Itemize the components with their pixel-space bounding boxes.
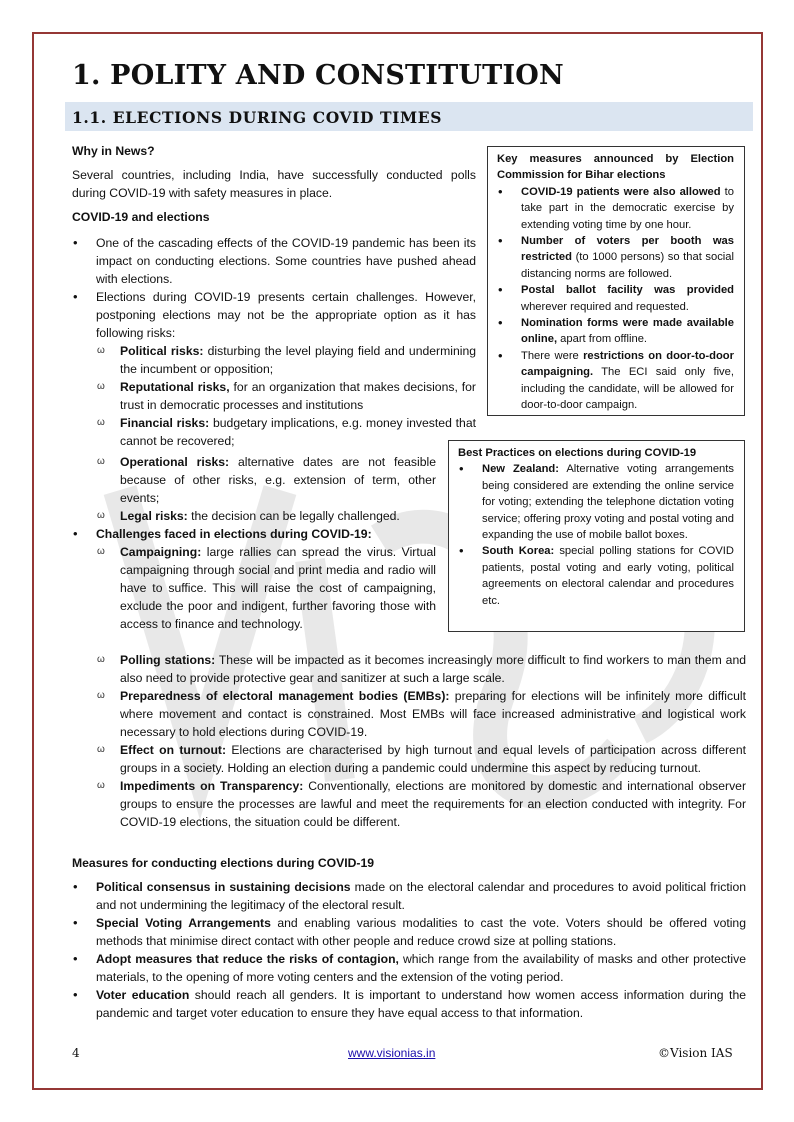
list-item — [497, 315, 734, 348]
item-text: and enabling various modalities to cast the vote. Voters should be offered voting methods that minimise direct contact with other people and reduce crowd size at polling stations. — [96, 916, 746, 948]
list-item — [458, 543, 734, 609]
why-in-news-heading: Why in News? — [72, 144, 155, 158]
challenges-continued — [96, 651, 746, 831]
key-measures-box — [487, 146, 745, 416]
challenge-text: Conventionally, elections are monitored by domestic and international observer groups to ensure the processes are lawful and meet the requirements for an election conducted with integrity. For COVID-19 elections, the situation could be different. — [120, 779, 747, 829]
list-item — [72, 288, 476, 450]
item-bold: Adopt measures that reduce the risks of contagion, — [96, 952, 399, 966]
covid-elections-list — [72, 234, 476, 450]
list-item — [497, 184, 734, 233]
challenge-label: Campaigning: — [120, 545, 202, 559]
risk-item — [96, 453, 436, 507]
risk-label: Financial risks: — [120, 416, 210, 430]
country-label: New Zealand: — [482, 463, 559, 476]
risk-label: Political risks: — [120, 344, 204, 358]
challenge-sublist-continued — [96, 651, 746, 831]
item-text: to take part in the democratic exercise by extending voting time by one hour. — [521, 185, 734, 231]
item-bold: Special Voting Arrangements — [96, 916, 271, 930]
challenge-text: These will be impacted as it becomes increasingly more difficult to find workers to man them and also need to provide protective gear and sanitizer at such a large scale. — [120, 653, 746, 685]
key-measures-heading: Key measures announced by Election Commission for Bihar elections — [497, 153, 734, 182]
item-text: should reach all genders. It is important to understand how women access information during the pandemic and target voter education to ensure they have equal access to that information. — [96, 988, 746, 1020]
item-text: Alternative voting arrangements being considered are extending the online service for voting; extending the telephone dictation voting service; offering proxy voting and postal voting and expanding the use of mobile ballot boxes. — [482, 463, 734, 542]
list-item — [72, 950, 746, 986]
item-text: The ECI said only five, including the candidate, will be allowed for door-to-door campaign. — [521, 366, 734, 412]
section-title: 1.1. ELECTIONS DURING COVID TIMES — [72, 108, 442, 127]
risk-item — [96, 414, 476, 450]
challenge-label: Impediments on Transparency: — [120, 779, 304, 793]
risk-label: Reputational risks, — [120, 380, 230, 394]
measures-list — [72, 878, 746, 1022]
item-bold: Postal ballot facility was provided — [521, 284, 734, 297]
risk-text: alternative dates are not feasible because of other risks, e.g. extension of term, other events; — [120, 455, 436, 505]
list-item — [497, 282, 734, 315]
country-label: South Korea: — [482, 545, 555, 558]
challenge-item — [96, 741, 746, 777]
challenges-list — [72, 525, 436, 633]
list-item — [497, 348, 734, 414]
risks-list — [96, 342, 476, 450]
list-item — [72, 986, 746, 1022]
website-link[interactable]: www.visionias.in — [348, 1046, 436, 1060]
challenge-label: Polling stations: — [120, 653, 216, 667]
risk-item — [96, 507, 436, 525]
chapter-title: 1. POLITY AND CONSTITUTION — [72, 60, 564, 91]
challenge-text: Elections are characterised by high turnout and equal levels of participation across different groups in a society. Holding an election during a pandemic could undermine this aspect by reducing turnout. — [120, 743, 746, 775]
covid-elections-heading: COVID-19 and elections — [72, 210, 210, 224]
key-measures-list — [497, 184, 734, 414]
item-text: (to 1000 persons) so that social distancing norms are followed. — [521, 251, 734, 280]
risk-text: budgetary implications, e.g. money invested that cannot be recovered; — [120, 416, 476, 448]
risk-text: the decision can be legally challenged. — [187, 509, 400, 523]
challenge-label: Preparedness of electoral management bodies (EMBs): — [120, 689, 450, 703]
item-text: made on the electoral calendar and procedures to avoid political friction and not undermining the legitimacy of the electoral result. — [96, 880, 746, 912]
item-text: special polling stations for COVID patients, postal voting and early voting, political agreements on electoral calendar and procedures etc. — [482, 545, 734, 607]
item-bold: restrictions on door-to-door campaigning. — [521, 349, 734, 379]
risk-text: disturbing the level playing field and undermining the incumbent or opposition; — [120, 344, 476, 376]
risk-label: Legal risks: — [120, 509, 188, 523]
list-item — [497, 233, 734, 282]
list-item — [72, 525, 436, 633]
list-item: • One of the cascading effects of the COVID-19 pandemic has been its impact on conducting elections. Some countries have pushed ahead with elections. — [72, 234, 476, 288]
challenge-label: Effect on turnout: — [120, 743, 227, 757]
challenge-item — [96, 687, 746, 741]
challenge-item — [96, 651, 746, 687]
copyright: ©Vision IAS — [658, 1046, 733, 1060]
item-pre: There were — [521, 349, 584, 362]
challenges-section — [72, 525, 436, 633]
challenge-item — [96, 777, 746, 831]
list-item — [72, 914, 746, 950]
risk-item — [96, 342, 476, 378]
challenge-sublist — [96, 543, 436, 633]
risk-item — [96, 378, 476, 414]
measures-heading: Measures for conducting elections during COVID-19 — [72, 856, 375, 870]
why-in-news-section — [72, 142, 476, 450]
best-practices-box — [448, 440, 745, 632]
bullet-text: Elections during COVID-19 presents certain challenges. However, postponing elections may not be the appropriate option as it has following risks: — [96, 290, 476, 340]
item-bold: COVID-19 patients were also allowed — [521, 185, 721, 198]
measures-section — [72, 854, 746, 1022]
why-in-news-text: Several countries, including India, have successfully conducted polls during COVID-19 with safety measures in place. — [72, 168, 476, 200]
item-bold: Voter education — [96, 988, 190, 1002]
item-text: which range from the availability of masks and other protective materials, to the opening of more voting centers and the extension of the voting period. — [96, 952, 746, 984]
challenges-heading: Challenges faced in elections during COVID-19: — [96, 527, 372, 541]
best-practices-list — [458, 461, 734, 609]
page-number: 4 — [72, 1046, 80, 1060]
list-item — [72, 878, 746, 914]
item-bold: Number of voters per booth was restricted — [521, 235, 734, 264]
best-practices-heading: Best Practices on elections during COVID-19 — [458, 447, 697, 459]
risks-continued — [96, 453, 436, 525]
item-text: apart from offline. — [557, 333, 648, 346]
item-bold: Political consensus in sustaining decisions — [96, 880, 351, 894]
risk-text: for an organization that makes decisions, for trust in democratic processes and institutions — [120, 380, 476, 412]
risks-list-continued — [96, 453, 436, 525]
item-text: wherever required and requested. — [521, 300, 689, 313]
risk-label: Operational risks: — [120, 455, 230, 469]
challenge-text: large rallies can spread the virus. Virtual campaigning through social and print media and radio will have to suffice. This will raise the cost of campaigning, exclude the poor and indigent, further favoring those with access to finance and technology. — [120, 545, 436, 631]
list-item — [458, 461, 734, 543]
challenge-text: preparing for elections will be infinitely more difficult where movement and contact is constrained. Most EMBs will face increased administrative and logistical work necessary to hold elections during COVID-19. — [120, 689, 746, 739]
item-bold: Nomination forms were made available online, — [521, 317, 734, 346]
challenge-item — [96, 543, 436, 633]
